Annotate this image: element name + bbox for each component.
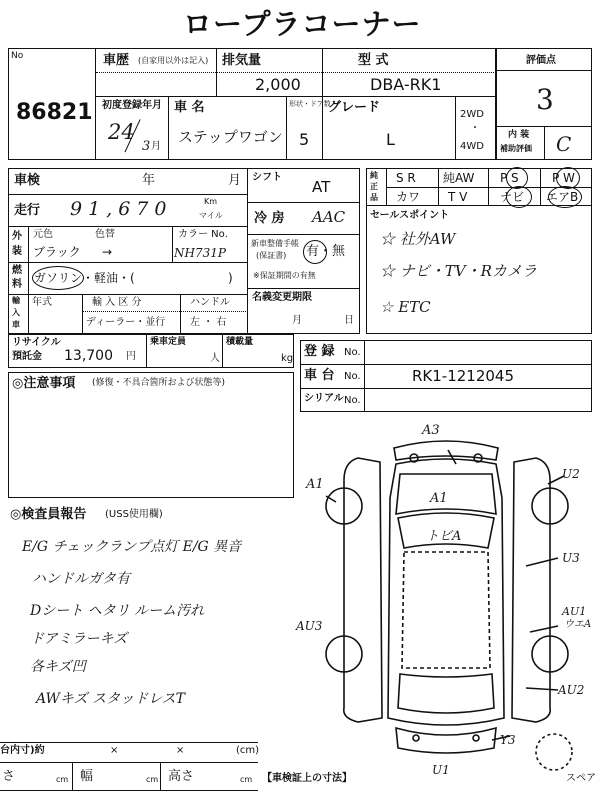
import-label-3: 車 <box>12 320 20 329</box>
score-value: 3 <box>536 83 554 116</box>
lot-number: 86821 <box>16 100 93 125</box>
color-code: NH731P <box>174 246 226 260</box>
equipment-aw: 純AW <box>443 171 475 185</box>
first-reg-label: 初度登録年月 <box>102 100 162 111</box>
import-type-value: ディーラー・並行 <box>86 317 166 328</box>
car-name-value: ステップワゴン <box>178 128 283 146</box>
inspector-line-4: ドアミラーキズ <box>30 631 128 647</box>
shaken-label: 車検 <box>14 173 41 188</box>
size-cert-label: 【車検証上の寸法】 <box>262 773 352 784</box>
equipment-pw: P W <box>552 171 575 185</box>
fuel-label-1: 燃 <box>12 265 22 276</box>
displacement-value: 2,000 <box>255 75 301 94</box>
deadline-label: 名義変更期限 <box>252 292 312 303</box>
registration-no: No. <box>344 347 361 358</box>
damage-mark-u1: U1 <box>432 763 450 777</box>
grade-value: L <box>386 130 395 149</box>
inspector-line-5: 各キズ凹 <box>30 659 86 675</box>
damage-mark-tobi-a: トビA <box>426 529 462 544</box>
model-value: DBA-RK1 <box>370 75 442 94</box>
size-width-unit: cm <box>146 775 159 784</box>
size-height-label: 高さ <box>168 769 195 784</box>
damage-mark-au1: AU1 <box>562 605 587 618</box>
damage-mark-u2-front: U2 <box>562 467 580 481</box>
color-label-1: 外 <box>12 231 22 242</box>
import-label-2: 入 <box>12 308 20 317</box>
deadline-day: 日 <box>344 315 354 326</box>
history-label: 車歴 <box>103 53 130 68</box>
import-year-label: 年式 <box>32 297 52 308</box>
recycle-sub-label: 預託金 <box>12 351 42 362</box>
fuel-value: ガソリン・軽油・( <box>34 271 135 285</box>
damage-mark-au2: AU2 <box>558 683 585 697</box>
color-label-2: 装 <box>12 246 22 257</box>
interior-label: 内 装 <box>508 130 530 140</box>
import-label-1: 輸 <box>12 296 20 305</box>
interior-value: C <box>556 132 572 156</box>
model-label: 型 式 <box>358 53 389 68</box>
manual-note: ※保証期間の有無 <box>253 271 316 280</box>
equipment-navi-circle <box>506 186 532 208</box>
page-title: ロープラコーナー <box>183 7 422 41</box>
size-width-label: 幅 <box>80 769 94 784</box>
damage-mark-y3: Y3 <box>500 733 516 747</box>
registration-label: 登 録 <box>304 344 335 359</box>
car-damage-diagram <box>296 418 600 788</box>
displacement-label: 排気量 <box>222 53 262 68</box>
color-change-label: 色替 <box>95 229 115 240</box>
capacity-label: 乗車定員 <box>150 337 187 347</box>
car-name-label: 車 名 <box>174 100 205 115</box>
notes-sub: (修復・不具合箇所および状態等) <box>92 378 226 388</box>
first-reg-month-unit: 月 <box>151 141 161 152</box>
size-height-unit: cm <box>240 775 253 784</box>
import-type-label: 輸 入 区 分 <box>92 297 142 308</box>
size-cm: (cm) <box>236 745 260 756</box>
fuel-label-2: 料 <box>12 279 22 290</box>
mileage-unit-mile: マイル <box>199 211 223 220</box>
equipment-tv: T V <box>448 190 468 204</box>
size-length-label: さ <box>2 769 16 784</box>
inspector-line-2: ハンドルガタ有 <box>32 571 130 587</box>
interior-sub-label: 補助評価 <box>500 144 532 153</box>
damage-mark-au3: AU3 <box>296 619 323 633</box>
shift-label: シフト <box>252 172 282 183</box>
drive-2wd: 2WD <box>460 109 484 120</box>
color-orig-label: 元色 <box>33 229 53 240</box>
color-code-label: カラー No. <box>178 229 228 240</box>
size-length-unit: cm <box>56 775 69 784</box>
inspector-label: ◎検査員報告 <box>10 507 87 522</box>
fuel-selected-circle <box>32 266 84 290</box>
deadline-month: 月 <box>292 315 302 326</box>
shaken-year: 年 <box>142 173 156 188</box>
drive-4wd: 4WD <box>460 141 484 152</box>
damage-mark-a1-center: A1 <box>430 491 448 506</box>
size-x1: × <box>110 745 119 756</box>
shaken-month: 月 <box>228 173 242 188</box>
color-value: ブラック <box>33 245 81 259</box>
sales-point-label: セールスポイント <box>370 210 450 221</box>
equipment-airbag: エアB <box>546 190 579 204</box>
load-unit: kg <box>281 353 294 364</box>
shift-value: AT <box>312 178 331 196</box>
ac-label: 冷 房 <box>254 211 285 226</box>
damage-mark-a3: A3 <box>422 423 440 438</box>
fuel-close: ) <box>228 271 233 285</box>
drive-dot: ・ <box>470 123 480 134</box>
manual-selected-circle <box>303 240 327 264</box>
size-x2: × <box>176 745 185 756</box>
chassis-no: No. <box>344 371 361 382</box>
inspector-line-1: E/G チェックランプ点灯 E/G 異音 <box>22 539 242 555</box>
doors-label: 形状・ドア数 <box>289 100 331 108</box>
recycle-label: リサイクル <box>12 337 61 348</box>
chassis-label: 車 台 <box>304 368 335 383</box>
mileage-unit-km: Km <box>204 197 218 206</box>
first-reg-month: 3 <box>142 139 151 154</box>
color-arrow: → <box>102 245 113 259</box>
mileage-value: 91,670 <box>70 198 173 220</box>
equipment-sr: S R <box>396 171 416 185</box>
doors-value: 5 <box>299 130 310 149</box>
inspector-sub: (USS使用欄) <box>105 509 163 520</box>
manual-label: 新車整備手帳 <box>251 239 299 248</box>
serial-no: No. <box>344 395 361 406</box>
notes-label: ◎注意事項 <box>12 376 76 391</box>
ac-value: AAC <box>312 208 346 226</box>
sales-point-2: ☆ ナビ・TV・Rカメラ <box>380 262 537 280</box>
history-sub: (自家用以外は記入) <box>138 56 209 65</box>
equipment-airbag-circle <box>548 186 582 208</box>
handle-value: 左 ・ 右 <box>190 317 227 328</box>
serial-label: シリアル <box>304 393 344 404</box>
equipment-navi: ナビ <box>500 190 525 204</box>
recycle-unit: 円 <box>126 351 136 362</box>
score-label: 評価点 <box>526 55 556 66</box>
grade-label: グレード <box>328 100 381 115</box>
equipment-leather: カワ <box>396 190 421 204</box>
chassis-value: RK1-1212045 <box>412 367 515 385</box>
first-reg-year: 24 <box>108 120 135 144</box>
damage-mark-u3: U3 <box>562 551 580 565</box>
damage-mark-a1-left: A1 <box>306 477 324 492</box>
manual-sub-label: (保証書) <box>256 251 287 260</box>
damage-mark-we-a: ウエA <box>564 619 592 630</box>
size-label: 台内寸)約 <box>0 745 45 756</box>
mileage-label: 走行 <box>14 203 41 218</box>
equipment-label: 純正品 <box>370 171 378 202</box>
recycle-value: 13,700 <box>64 348 113 364</box>
lot-number-label: No <box>11 51 24 61</box>
inspector-line-3: Dシート ヘタリ ルーム汚れ <box>30 603 205 619</box>
capacity-unit: 人 <box>210 353 220 364</box>
inspector-line-6: AWキズ スタッドレスT <box>36 691 186 707</box>
spare-label: スペア <box>566 773 596 784</box>
sales-point-1: ☆ 社外AW <box>380 230 456 248</box>
manual-value: 有・無 <box>306 244 346 259</box>
equipment-ps: P S <box>500 171 519 185</box>
handle-label: ハンドル <box>190 297 230 308</box>
load-label: 積載量 <box>226 337 254 347</box>
sales-point-3: ☆ ETC <box>380 298 431 316</box>
